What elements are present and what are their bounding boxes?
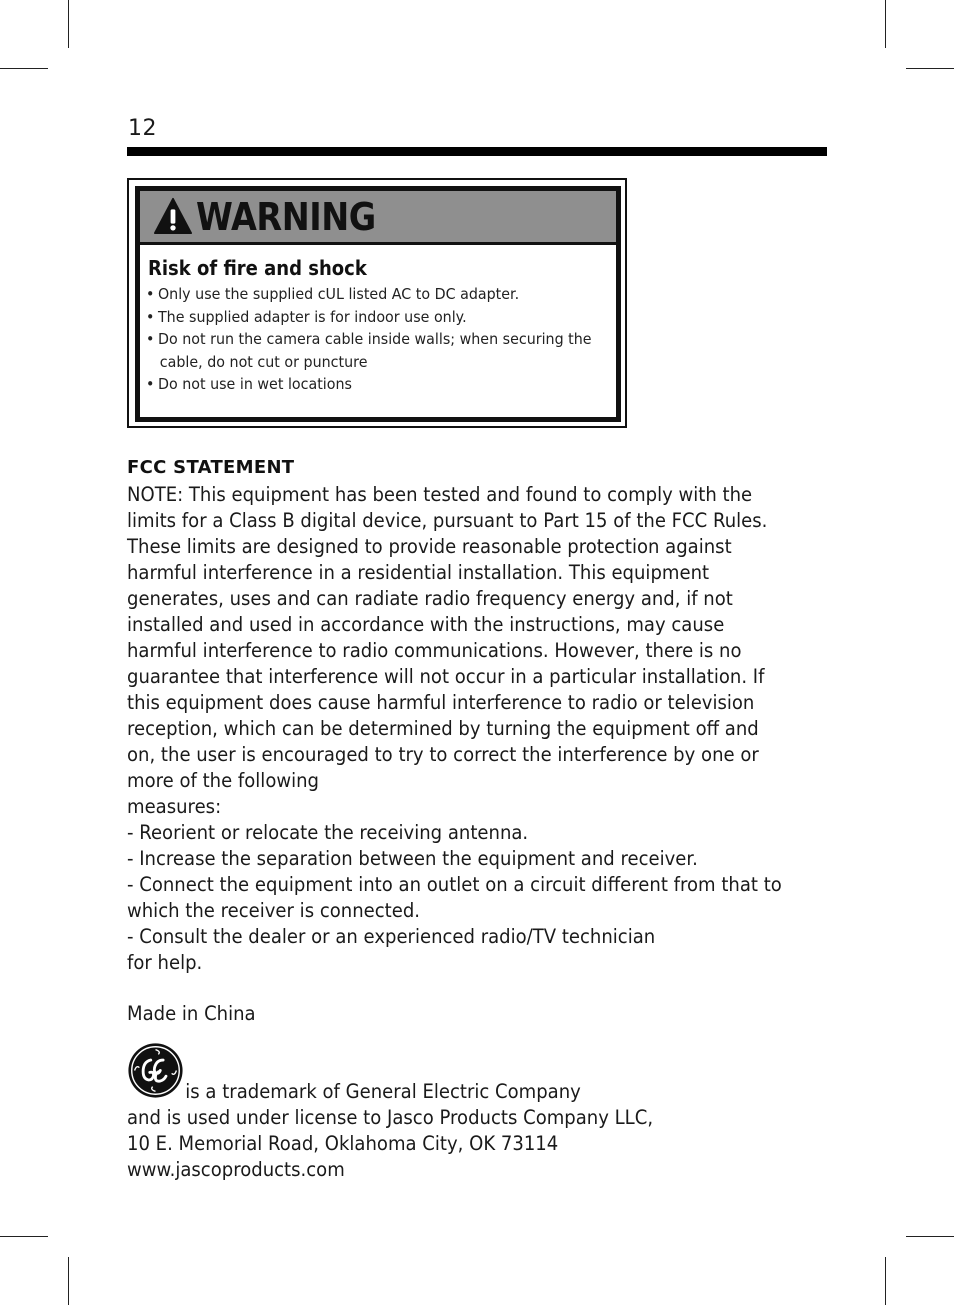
header-rule bbox=[127, 147, 827, 156]
fcc-line: NOTE: This equipment has been tested and found to comply with the bbox=[127, 483, 753, 506]
fcc-line: - Consult the dealer or an experienced radio/TV technician bbox=[127, 925, 656, 948]
warning-item: • Do not use in wet locations bbox=[146, 373, 618, 396]
crop-mark bbox=[906, 1236, 954, 1237]
fcc-line: more of the following bbox=[127, 769, 320, 792]
trademark-line: is a trademark of General Electric Company bbox=[185, 1080, 581, 1103]
warning-title: WARNING bbox=[196, 195, 376, 239]
fcc-line: - Increase the separation between the equipment and receiver. bbox=[127, 847, 698, 870]
fcc-line: measures: bbox=[127, 795, 222, 818]
warning-triangle-icon bbox=[154, 197, 192, 235]
crop-mark bbox=[68, 0, 69, 48]
made-in-text: Made in China bbox=[127, 1002, 256, 1025]
warning-item: • The supplied adapter is for indoor use only. bbox=[146, 306, 618, 329]
fcc-line: this equipment does cause harmful interference to radio or television bbox=[127, 691, 755, 714]
ge-logo-text: GE bbox=[154, 1080, 157, 1081]
fcc-body bbox=[127, 482, 827, 976]
warning-item: • Only use the supplied cUL listed AC to DC adapter. bbox=[146, 283, 618, 306]
fcc-line: harmful interference in a residential installation. This equipment bbox=[127, 561, 710, 584]
fcc-line: on, the user is encouraged to try to correct the interference by one or bbox=[127, 743, 759, 766]
page-number: 12 bbox=[128, 116, 157, 141]
crop-mark bbox=[0, 1236, 48, 1237]
fcc-line: for help. bbox=[127, 951, 203, 974]
crop-mark bbox=[906, 68, 954, 69]
fcc-line: limits for a Class B digital device, pursuant to Part 15 of the FCC Rules. bbox=[127, 509, 768, 532]
trademark-line: 10 E. Memorial Road, Oklahoma City, OK 73114 bbox=[127, 1132, 559, 1155]
trademark-block bbox=[127, 1079, 887, 1183]
warning-item: • Do not run the camera cable inside walls; when securing the bbox=[146, 328, 618, 351]
fcc-line: - Reorient or relocate the receiving antenna. bbox=[127, 821, 529, 844]
fcc-line: harmful interference to radio communications. However, there is no bbox=[127, 639, 742, 662]
fcc-line: which the receiver is connected. bbox=[127, 899, 421, 922]
warning-header bbox=[140, 191, 616, 245]
warning-item-continuation: cable, do not cut or puncture bbox=[159, 352, 368, 371]
crop-mark bbox=[0, 68, 48, 69]
warning-subtitle: Risk of fire and shock bbox=[148, 256, 367, 280]
crop-mark bbox=[68, 1257, 69, 1305]
fcc-line: generates, uses and can radiate radio frequency energy and, if not bbox=[127, 587, 733, 610]
website-text: www.jascoproducts.com bbox=[127, 1158, 345, 1181]
crop-mark bbox=[885, 0, 886, 48]
fcc-title: FCC STATEMENT bbox=[127, 457, 295, 478]
crop-mark bbox=[885, 1257, 886, 1305]
trademark-line: and is used under license to Jasco Products Company LLC, bbox=[127, 1106, 654, 1129]
warning-list bbox=[146, 283, 606, 396]
fcc-line: reception, which can be determined by turning the equipment off and bbox=[127, 717, 759, 740]
fcc-line: installed and used in accordance with the instructions, may cause bbox=[127, 613, 725, 636]
fcc-line: - Connect the equipment into an outlet on a circuit different from that to bbox=[127, 873, 782, 896]
fcc-line: These limits are designed to provide reasonable protection against bbox=[127, 535, 732, 558]
fcc-line: guarantee that interference will not occur in a particular installation. If bbox=[127, 665, 765, 688]
